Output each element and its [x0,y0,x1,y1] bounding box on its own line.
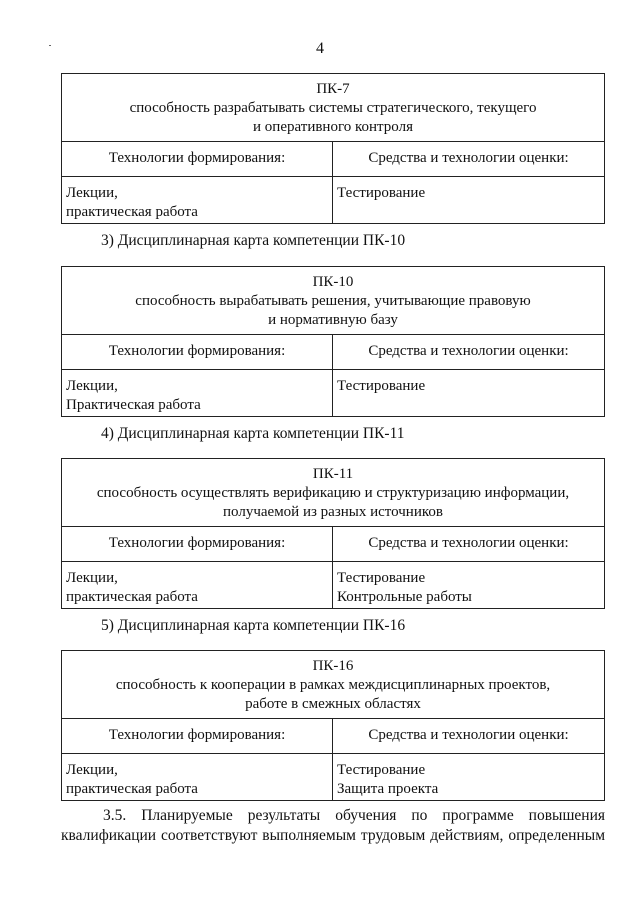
list-item: Лекции, [66,762,118,778]
table-header-row [62,142,604,177]
page-number: 4 [316,40,324,57]
table-header-row [62,335,604,370]
assessment-tools-header: Средства и технологии оценки: [368,727,569,743]
list-item: Тестирование [337,570,426,586]
closing-paragraph [61,806,605,846]
competency-header [62,74,604,142]
formation-technologies-cell [62,177,333,223]
table-row [62,754,604,800]
competency-code: ПК-16 [312,658,354,674]
competency-header [62,459,604,527]
competency-code: ПК-11 [312,466,354,482]
list-item: Лекции, [66,378,118,394]
list-item: Защита проекта [337,781,439,797]
list-item: Лекции, [66,185,118,201]
list-item: Тестирование [337,762,426,778]
section-title: 4) Дисциплинарная карта компетенции ПК-11 [101,425,405,442]
formation-technologies-header: Технологии формирования: [62,142,333,176]
assessment-tools-header: Средства и технологии оценки: [368,535,569,551]
formation-technologies-header: Технологии формирования: [62,527,333,561]
list-item: практическая работа [66,204,198,220]
assessment-tools-header: Средства и технологии оценки: [368,150,569,166]
competency-header [62,267,604,335]
competency-card-pk7 [61,73,605,224]
competency-header [62,651,604,719]
competency-code: ПК-7 [316,81,350,97]
competency-card-pk11 [61,458,605,609]
assessment-tools-cell [333,562,604,608]
competency-card-pk16 [61,650,605,801]
list-item: Контрольные работы [337,589,472,605]
list-item: Тестирование [337,378,426,394]
assessment-tools-cell [333,754,604,800]
formation-technologies-cell [62,562,333,608]
competency-description: способность осуществлять верификацию и структуризацию информации, получаемой из разных источников [96,485,570,520]
formation-technologies-header: Технологии формирования: [62,719,333,753]
list-item: практическая работа [66,589,198,605]
table-row [62,370,604,416]
section-title: 3) Дисциплинарная карта компетенции ПК-10 [101,232,406,249]
table-header-row [62,719,604,754]
list-item: практическая работа [66,781,198,797]
assessment-tools-header: Средства и технологии оценки: [368,343,569,359]
competency-card-pk10 [61,266,605,417]
competency-description: способность разрабатывать системы стратегического, текущего и оперативного контроля [129,100,537,135]
competency-code: ПК-10 [312,274,354,290]
paragraph-line: квалификации соответствуют выполняемым трудовым действиям, определенным [61,827,605,844]
table-row [62,562,604,608]
table-header-row [62,527,604,562]
formation-technologies-header: Технологии формирования: [62,335,333,369]
list-item: Лекции, [66,570,118,586]
competency-description: способность вырабатывать решения, учитывающие правовую и нормативную базу [135,293,531,328]
competency-description: способность к кооперации в рамках междисциплинарных проектов, работе в смежных областях [115,677,551,712]
list-item: Тестирование [337,185,426,201]
formation-technologies-cell [62,370,333,416]
assessment-tools-cell [333,177,604,223]
section-title: 5) Дисциплинарная карта компетенции ПК-16 [101,617,406,634]
paragraph-line: 3.5. Планируемые результаты обучения по программе повышения [103,807,605,824]
formation-technologies-cell [62,754,333,800]
list-item: Практическая работа [66,397,201,413]
table-row [62,177,604,223]
assessment-tools-cell [333,370,604,416]
